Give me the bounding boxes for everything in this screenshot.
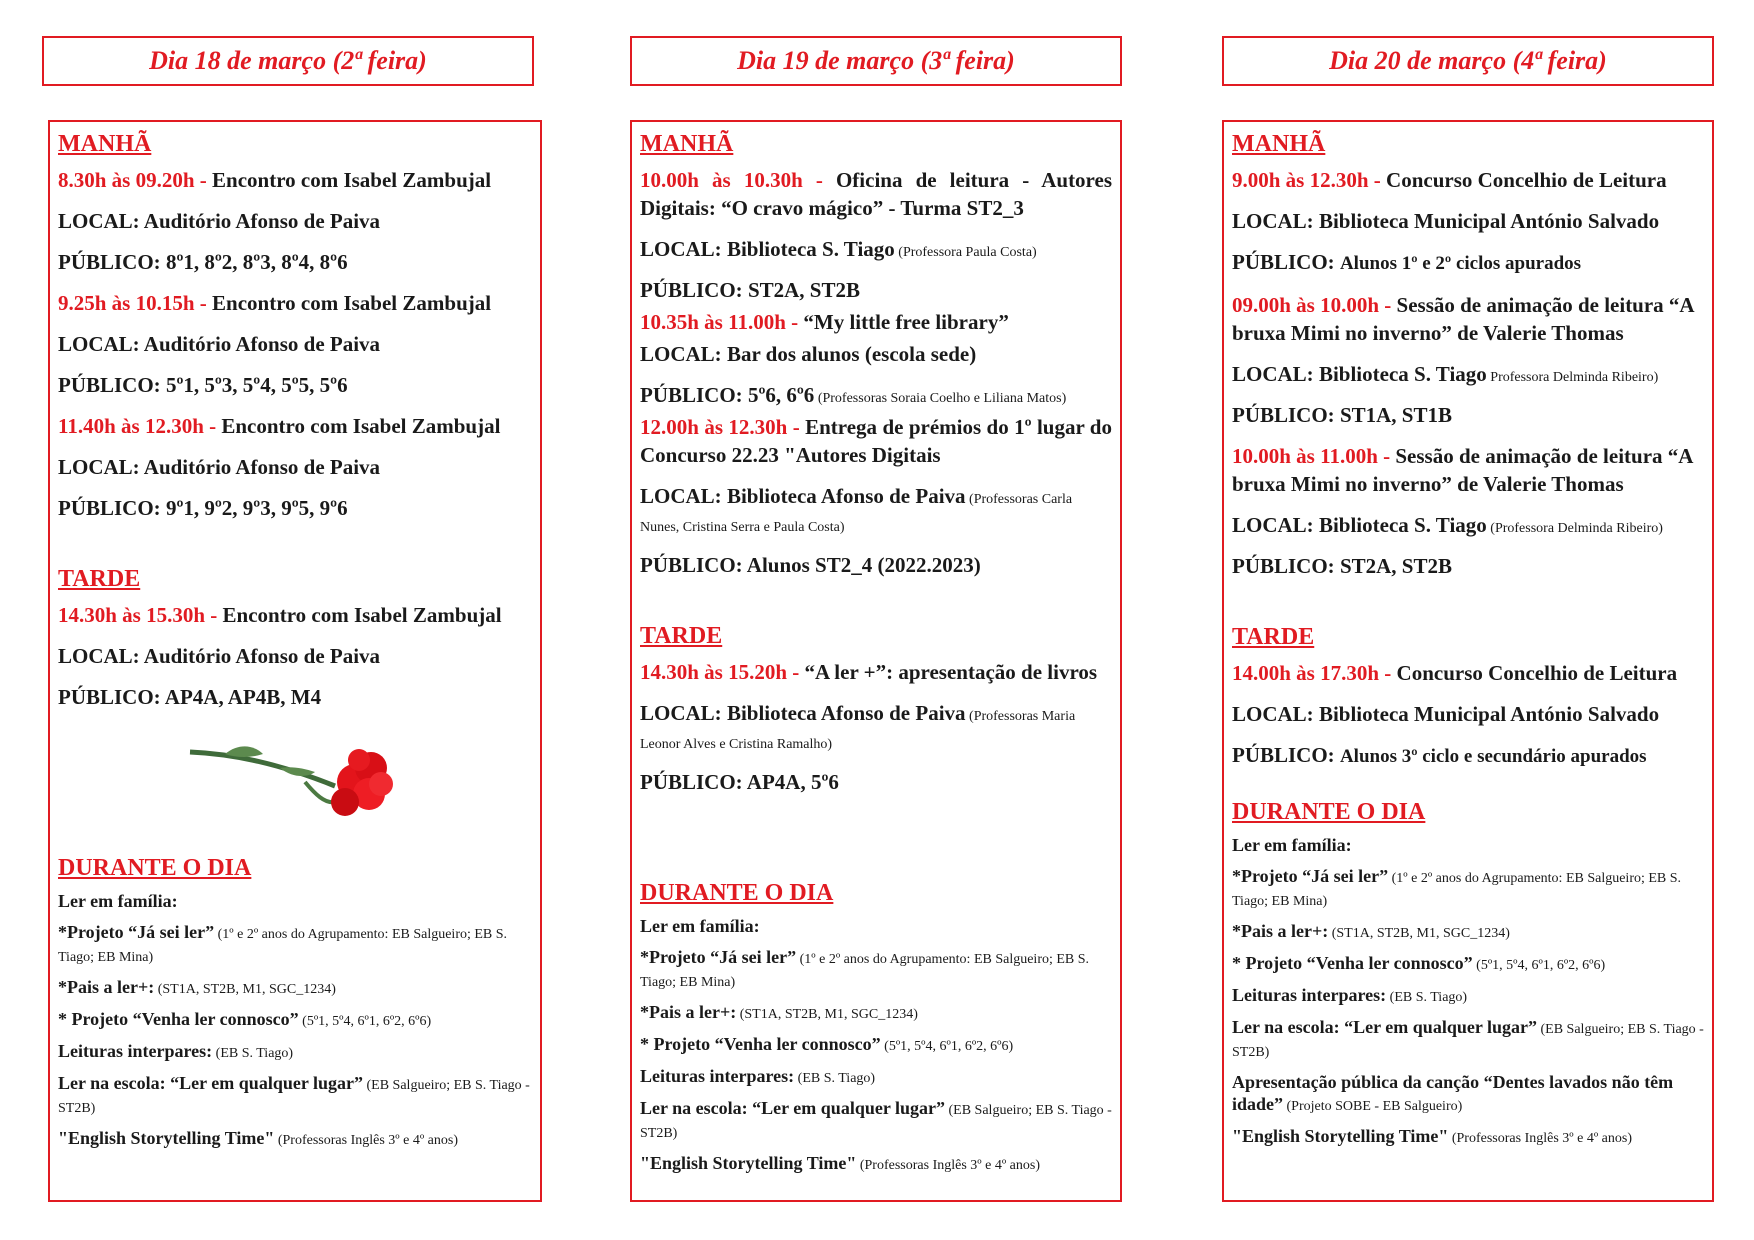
event-publico: PÚBLICO: Alunos ST2_4 (2022.2023) [640, 553, 981, 577]
durante-item: * Projeto “Venha ler connosco” (5º1, 5º4, 6º1, 6º2, 6º6) [1232, 953, 1606, 973]
durante-item: Ler em família: [1232, 835, 1352, 855]
event-local: LOCAL: Bar dos alunos (escola sede) [640, 342, 977, 366]
event-local: LOCAL: Biblioteca S. Tiago (Professora Delminda Ribeiro) [1232, 513, 1663, 537]
durante-item: Leituras interpares: (EB S. Tiago) [640, 1066, 876, 1086]
event-publico: PÚBLICO: AP4A, 5º6 [640, 770, 839, 794]
event-local: LOCAL: Biblioteca Municipal António Salvado [1232, 209, 1660, 233]
event-publico: PÚBLICO: ST1A, ST1B [1232, 403, 1452, 427]
section-title-manha: MANHÃ [1232, 131, 1326, 157]
event-local: LOCAL: Auditório Afonso de Paiva [58, 644, 381, 668]
section-title-durante: DURANTE O DIA [58, 855, 252, 881]
event-local: LOCAL: Biblioteca S. Tiago Professora Delminda Ribeiro) [1232, 362, 1659, 386]
durante-item: *Pais a ler+: (ST1A, ST2B, M1, SGC_1234) [58, 977, 336, 997]
durante-item: *Pais a ler+: (ST1A, ST2B, M1, SGC_1234) [1232, 921, 1510, 941]
event-publico: PÚBLICO: ST2A, ST2B [1232, 554, 1452, 578]
section-title-durante: DURANTE O DIA [1232, 799, 1426, 825]
event-heading: 09.00h às 10.00h - Sessão de animação de leitura “A bruxa Mimi no inverno” de Valerie Thomas [1232, 293, 1694, 345]
event-heading: 11.40h às 12.30h - Encontro com Isabel Zambujal [58, 414, 501, 438]
durante-item: Apresentação pública da canção “Dentes lavados não têm idade” (Projeto SOBE - EB Salgueiro) [1232, 1072, 1674, 1114]
event-local: LOCAL: Auditório Afonso de Paiva [58, 332, 381, 356]
event-local: LOCAL: Auditório Afonso de Paiva [58, 455, 381, 479]
durante-item: Ler em família: [640, 916, 760, 936]
event-heading: 14.30h às 15.30h - Encontro com Isabel Zambujal [58, 603, 502, 627]
day-header-2 [630, 36, 1122, 86]
event-heading: 14.00h às 17.30h - Concurso Concelhio de Leitura [1232, 661, 1678, 685]
event-publico: PÚBLICO: 8º1, 8º2, 8º3, 8º4, 8º6 [58, 250, 348, 274]
event-heading: 9.25h às 10.15h - Encontro com Isabel Zambujal [58, 291, 492, 315]
event-local: LOCAL: Biblioteca Afonso de Paiva (Professoras Maria Leonor Alves e Cristina Ramalho) [640, 701, 1076, 752]
day-header-text: Dia 20 de março (4ª feira) [1329, 46, 1607, 75]
durante-item: Ler em família: [58, 891, 178, 911]
section-title-tarde: TARDE [58, 566, 141, 592]
durante-item: "English Storytelling Time" (Professoras Inglês 3º e 4º anos) [58, 1128, 458, 1148]
event-local: LOCAL: Biblioteca S. Tiago (Professora Paula Costa) [640, 237, 1037, 261]
day-header-text: Dia 18 de março (2ª feira) [149, 46, 427, 75]
section-title-durante: DURANTE O DIA [640, 880, 834, 906]
event-publico: PÚBLICO: Alunos 3º ciclo e secundário apurados [1232, 743, 1647, 767]
day-panel-1 [48, 120, 542, 1202]
durante-item: *Projeto “Já sei ler” (1º e 2º anos do Agrupamento: EB Salgueiro; EB S. Tiago; EB Mina) [1232, 866, 1682, 909]
event-publico: PÚBLICO: 5º6, 6º6 (Professoras Soraia Coelho e Liliana Matos) [640, 383, 1067, 407]
event-publico: PÚBLICO: ST2A, ST2B [640, 278, 860, 302]
event-publico: PÚBLICO: Alunos 1º e 2º ciclos apurados [1232, 250, 1582, 274]
durante-item: "English Storytelling Time" (Professoras Inglês 3º e 4º anos) [1232, 1126, 1632, 1146]
event-heading: 8.30h às 09.20h - Encontro com Isabel Zambujal [58, 168, 492, 192]
event-local: LOCAL: Auditório Afonso de Paiva [58, 209, 381, 233]
event-heading: 10.00h às 11.00h - Sessão de animação de leitura “A bruxa Mimi no inverno” de Valerie Thomas [1232, 444, 1693, 496]
day-header-1 [42, 36, 534, 86]
section-title-manha: MANHÃ [640, 131, 734, 157]
section-title-manha: MANHÃ [58, 131, 152, 157]
event-heading: 9.00h às 12.30h - Concurso Concelhio de Leitura [1232, 168, 1667, 192]
event-heading: 14.30h às 15.20h - “A ler +”: apresentação de livros [640, 660, 1098, 684]
day-panel-3 [1222, 120, 1714, 1202]
durante-item: Leituras interpares: (EB S. Tiago) [1232, 985, 1468, 1005]
event-local: LOCAL: Biblioteca Municipal António Salvado [1232, 702, 1660, 726]
event-publico: PÚBLICO: AP4A, AP4B, M4 [58, 685, 322, 709]
durante-item: *Projeto “Já sei ler” (1º e 2º anos do Agrupamento: EB Salgueiro; EB S. Tiago; EB Mina) [640, 947, 1090, 990]
day-panel-2 [630, 120, 1122, 1202]
section-title-tarde: TARDE [640, 623, 723, 649]
durante-item: Leituras interpares: (EB S. Tiago) [58, 1041, 294, 1061]
day-header-text: Dia 19 de março (3ª feira) [737, 46, 1015, 75]
durante-item: Ler na escola: “Ler em qualquer lugar” (EB Salgueiro; EB S. Tiago - ST2B) [640, 1098, 1112, 1141]
durante-item: Ler na escola: “Ler em qualquer lugar” (EB Salgueiro; EB S. Tiago - ST2B) [1232, 1017, 1704, 1060]
durante-item: "English Storytelling Time" (Professoras Inglês 3º e 4º anos) [640, 1153, 1040, 1173]
event-heading: 10.35h às 11.00h - “My little free library” [640, 310, 1009, 334]
section-title-tarde: TARDE [1232, 624, 1315, 650]
event-publico: PÚBLICO: 5º1, 5º3, 5º4, 5º5, 5º6 [58, 373, 348, 397]
event-local: LOCAL: Biblioteca Afonso de Paiva (Professoras Carla Nunes, Cristina Serra e Paula Costa) [640, 484, 1073, 535]
event-heading: 10.00h às 10.30h - Oficina de leitura - Autores Digitais: “O cravo mágico” - Turma ST2_3 [640, 168, 1112, 220]
carnation-icon [185, 724, 405, 824]
day-header-3 [1222, 36, 1714, 86]
durante-item: *Projeto “Já sei ler” (1º e 2º anos do Agrupamento: EB Salgueiro; EB S. Tiago; EB Mina) [58, 922, 508, 965]
event-heading: 12.00h às 12.30h - Entrega de prémios do 1º lugar do Concurso 22.23 "Autores Digitais [640, 415, 1112, 467]
durante-item: *Pais a ler+: (ST1A, ST2B, M1, SGC_1234) [640, 1002, 918, 1022]
event-publico: PÚBLICO: 9º1, 9º2, 9º3, 9º5, 9º6 [58, 496, 348, 520]
durante-item: * Projeto “Venha ler connosco” (5º1, 5º4, 6º1, 6º2, 6º6) [58, 1009, 432, 1029]
durante-item: * Projeto “Venha ler connosco” (5º1, 5º4, 6º1, 6º2, 6º6) [640, 1034, 1014, 1054]
durante-item: Ler na escola: “Ler em qualquer lugar” (EB Salgueiro; EB S. Tiago - ST2B) [58, 1073, 530, 1116]
